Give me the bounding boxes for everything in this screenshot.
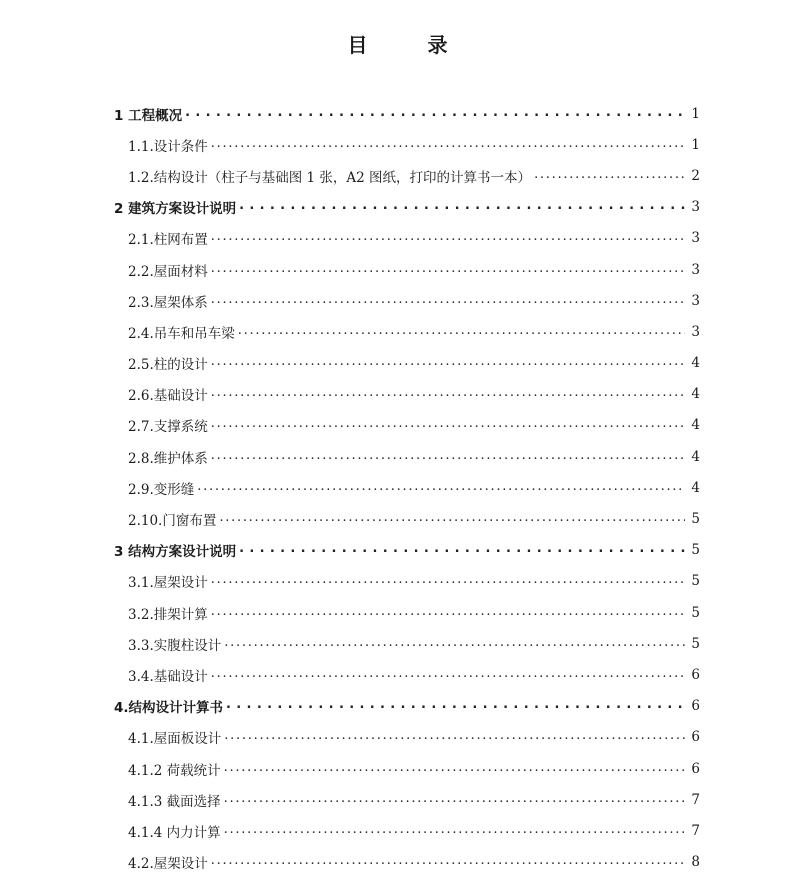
toc-section-entry[interactable] bbox=[0, 566, 795, 597]
toc-chapter-entry[interactable] bbox=[0, 192, 795, 223]
toc-dot-leader bbox=[211, 293, 685, 309]
toc-entry-label: 4.1.3 截面选择 bbox=[128, 793, 221, 810]
toc-section-entry[interactable] bbox=[0, 659, 795, 690]
toc-entry-label: 2.6.基础设计 bbox=[128, 388, 208, 405]
toc-page-number: 3 bbox=[691, 230, 700, 247]
toc-section-entry[interactable] bbox=[0, 285, 795, 316]
toc-page-number: 4 bbox=[691, 386, 700, 403]
toc-page-number: 5 bbox=[691, 511, 700, 528]
toc-entry-label: 2.7.支撑系统 bbox=[128, 419, 208, 436]
toc-entry-label: 2.8.维护体系 bbox=[128, 450, 208, 467]
table-of-contents bbox=[0, 98, 795, 878]
toc-chapter-entry[interactable] bbox=[0, 691, 795, 722]
toc-dot-leader bbox=[224, 729, 685, 745]
toc-entry-label: 2.2.屋面材料 bbox=[128, 263, 208, 280]
toc-dot-leader bbox=[224, 761, 685, 777]
toc-entry-label: 4.1.2 荷载统计 bbox=[128, 762, 221, 779]
toc-section-entry[interactable] bbox=[0, 348, 795, 379]
toc-dot-leader bbox=[185, 106, 685, 122]
toc-section-entry[interactable] bbox=[0, 254, 795, 285]
toc-dot-leader bbox=[211, 262, 685, 278]
toc-chapter-entry[interactable] bbox=[0, 535, 795, 566]
toc-page-number: 7 bbox=[691, 791, 700, 808]
toc-page-number: 3 bbox=[691, 199, 700, 216]
toc-entry-label: 2 建筑方案设计说明 bbox=[114, 201, 237, 218]
toc-dot-leader bbox=[211, 854, 685, 870]
toc-dot-leader bbox=[211, 137, 685, 153]
toc-entry-label: 1 工程概况 bbox=[114, 107, 183, 124]
toc-entry-label: 1.1.设计条件 bbox=[128, 138, 208, 155]
toc-section-entry[interactable] bbox=[0, 379, 795, 410]
toc-dot-leader bbox=[534, 168, 685, 184]
toc-section-entry[interactable] bbox=[0, 784, 795, 815]
toc-entry-label: 1.2.结构设计（柱子与基础图 1 张，A2 图纸，打印的计算书一本） bbox=[128, 169, 532, 186]
toc-section-entry[interactable] bbox=[0, 847, 795, 878]
toc-page-number: 6 bbox=[691, 729, 700, 746]
toc-page-number: 2 bbox=[691, 167, 700, 184]
toc-section-entry[interactable] bbox=[0, 160, 795, 191]
toc-entry-label: 2.3.屋架体系 bbox=[128, 294, 208, 311]
toc-entry-label: 4.1.4 内力计算 bbox=[128, 824, 221, 841]
toc-dot-leader bbox=[211, 667, 685, 683]
toc-section-entry[interactable] bbox=[0, 316, 795, 347]
toc-entry-label: 4.1.屋面板设计 bbox=[128, 731, 222, 748]
toc-entry-label: 3.4.基础设计 bbox=[128, 668, 208, 685]
toc-entry-label: 2.1.柱网布置 bbox=[128, 232, 208, 249]
toc-section-entry[interactable] bbox=[0, 472, 795, 503]
toc-page-number: 5 bbox=[691, 604, 700, 621]
toc-page-number: 6 bbox=[691, 666, 700, 683]
toc-entry-label: 4.结构设计计算书 bbox=[114, 700, 224, 717]
toc-dot-leader bbox=[226, 698, 685, 714]
toc-page-number: 3 bbox=[691, 292, 700, 309]
toc-dot-leader bbox=[239, 199, 685, 215]
toc-page-number: 5 bbox=[691, 573, 700, 590]
toc-section-entry[interactable] bbox=[0, 129, 795, 160]
toc-page-number: 1 bbox=[691, 136, 700, 153]
toc-section-entry[interactable] bbox=[0, 503, 795, 534]
toc-dot-leader bbox=[211, 355, 685, 371]
toc-page-number: 4 bbox=[691, 417, 700, 434]
toc-section-entry[interactable] bbox=[0, 722, 795, 753]
toc-dot-leader bbox=[239, 542, 685, 558]
toc-dot-leader bbox=[197, 480, 685, 496]
toc-entry-label: 3 结构方案设计说明 bbox=[114, 544, 237, 561]
toc-section-entry[interactable] bbox=[0, 753, 795, 784]
toc-section-entry[interactable] bbox=[0, 628, 795, 659]
toc-page-number: 3 bbox=[691, 323, 700, 340]
toc-page-number: 1 bbox=[691, 105, 700, 122]
toc-dot-leader bbox=[211, 417, 685, 433]
toc-dot-leader bbox=[211, 230, 685, 246]
toc-entry-label: 3.1.屋架设计 bbox=[128, 575, 208, 592]
toc-dot-leader bbox=[211, 573, 685, 589]
toc-page-number: 7 bbox=[691, 822, 700, 839]
page-title: 目 录 bbox=[347, 33, 468, 57]
toc-page-number: 4 bbox=[691, 479, 700, 496]
toc-dot-leader bbox=[238, 324, 685, 340]
toc-entry-label: 2.5.柱的设计 bbox=[128, 357, 208, 374]
toc-section-entry[interactable] bbox=[0, 223, 795, 254]
toc-dot-leader bbox=[224, 792, 685, 808]
toc-dot-leader bbox=[211, 386, 685, 402]
toc-entry-label: 2.10.门窗布置 bbox=[128, 513, 217, 530]
toc-section-entry[interactable] bbox=[0, 410, 795, 441]
toc-dot-leader bbox=[219, 511, 685, 527]
toc-entry-label: 2.9.变形缝 bbox=[128, 481, 195, 498]
toc-dot-leader bbox=[224, 636, 685, 652]
toc-entry-label: 3.3.实腹柱设计 bbox=[128, 637, 222, 654]
toc-section-entry[interactable] bbox=[0, 441, 795, 472]
toc-chapter-entry[interactable] bbox=[0, 98, 795, 129]
toc-page-number: 5 bbox=[691, 542, 700, 559]
toc-page-number: 4 bbox=[691, 355, 700, 372]
toc-section-entry[interactable] bbox=[0, 597, 795, 628]
toc-dot-leader bbox=[224, 823, 685, 839]
toc-entry-label: 3.2.排架计算 bbox=[128, 606, 208, 623]
toc-section-entry[interactable] bbox=[0, 815, 795, 846]
toc-dot-leader bbox=[211, 605, 685, 621]
toc-entry-label: 4.2.屋架设计 bbox=[128, 856, 208, 873]
toc-page-number: 6 bbox=[691, 760, 700, 777]
toc-dot-leader bbox=[211, 449, 685, 465]
toc-page-number: 5 bbox=[691, 635, 700, 652]
toc-page-number: 4 bbox=[691, 448, 700, 465]
toc-entry-label: 2.4.吊车和吊车梁 bbox=[128, 325, 235, 342]
toc-page-number: 8 bbox=[691, 854, 700, 871]
toc-page-number: 6 bbox=[691, 698, 700, 715]
toc-page-number: 3 bbox=[691, 261, 700, 278]
